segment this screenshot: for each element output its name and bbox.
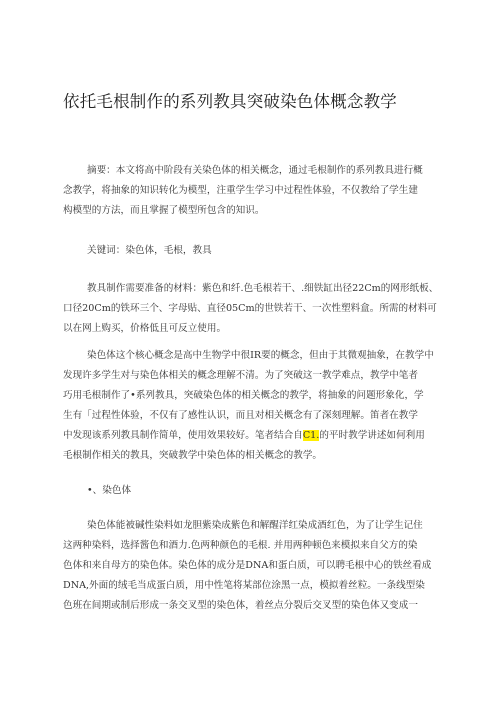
intro-text: 生有「过程性体验，不仅有了感性认识，而且对相关概念有了深刻理解。笛者在教学 [63, 410, 418, 421]
intro-text: 巧用毛根制作了•系列教具，突破染色体的相关概念的教学，将抽象的问题形象化，学 [63, 390, 424, 401]
intro-text: 染色体这个核心概念是高中生物学中很IR要的概念，但由于其微观抽象，在教学中 [87, 350, 434, 361]
keywords-line: 关键词：染色体，毛根，教具 [87, 245, 212, 256]
materials-line: 教具制作需要准备的材料：紫色和纤.色毛根若干、.细铁缸出径22Cm的网形纸板、 [87, 283, 439, 294]
intro-paragraph [63, 346, 448, 466]
highlighted-text: C1. [302, 430, 320, 441]
materials-line: 以在网上购买，价格低且可反立使用。 [63, 323, 227, 334]
section-heading [63, 481, 448, 501]
intro-line [63, 446, 448, 466]
body-line: 色班在间期或制后形成一条交叉型的染色体，着丝点分裂后交叉型的染色体又变成一 [63, 600, 418, 611]
body-line: 染色体能被碱性染料如龙胆紫染成紫色和解醒洋红染成酒红色，为了让学生记住 [87, 520, 423, 531]
abstract-paragraph [63, 161, 448, 221]
document-title: 依托毛根制作的系列教具突破染色体概念教学 [63, 92, 397, 111]
body-line: 色体和来自母方的染色体。染色体的成分是DNA和蛋白质，可以聘毛根中心的铁丝看成 [63, 560, 432, 571]
body-paragraph [63, 516, 448, 616]
intro-line [63, 426, 448, 446]
intro-text: 发现许多学生对与染色体相关的概念理解不清。为了突破这一教学难点，教学中笔者 [63, 370, 418, 381]
body-line: 这两种染料，选择酱色和酒力.色两种颜色的毛根. 并用两种顿色来模拟来自父方的染 [63, 540, 418, 551]
keywords-paragraph [63, 241, 448, 261]
intro-text: 毛根制作相关的教具，突破教学中染色体的相关概念的教学。 [63, 450, 323, 461]
materials-line: 口径20Cm的铁环三个、字母贴、直径05Cm的世铁若干、一次性塑料盒。所需的材料可 [63, 303, 437, 314]
section-heading-text: •、染色体 [87, 485, 132, 496]
body-line: DNA,外面的绒毛当成蛋白质，用中性笔将某部位涂黑一点，模拟着丝粒。一条线型染 [63, 580, 425, 591]
abstract-line: 构模型的方法，而且掌握了模型所包含的知识。 [63, 205, 265, 216]
intro-line [63, 406, 448, 426]
abstract-line: 念教学，将抽象的知识转化为模型，注重学生学习中过程性体验，不仅教给了学生建 [63, 185, 418, 196]
intro-text: 的平时教学讲述如何利用 [319, 430, 425, 441]
intro-text: 中发现该系列教具制作简单，使用效果较好。笔者结合自 [63, 430, 303, 441]
abstract-line: 摘要：本文将高中阶段有关染色体的相关概念，通过毛根制作的系列教具进行概 [87, 165, 423, 176]
intro-line [63, 366, 448, 386]
intro-line [63, 346, 448, 366]
materials-paragraph [63, 279, 448, 339]
intro-line [63, 386, 448, 406]
